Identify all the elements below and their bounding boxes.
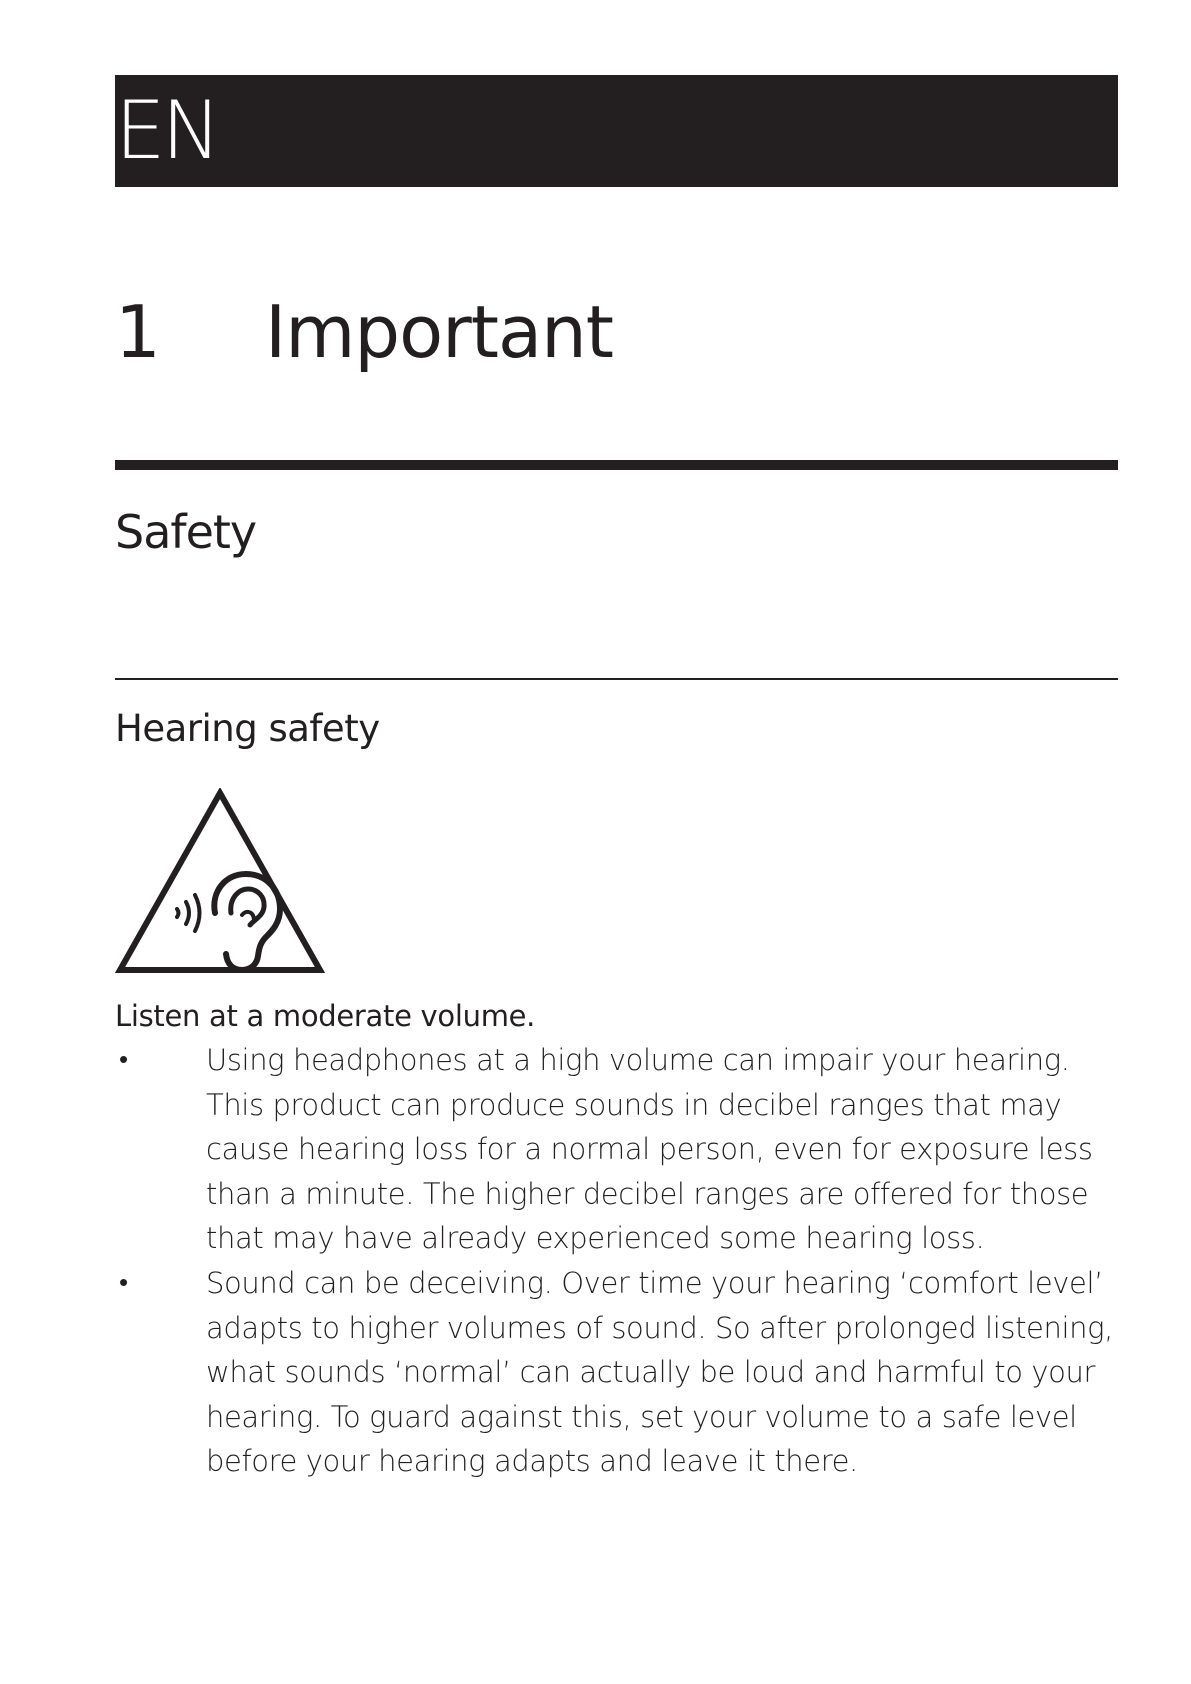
list-item — [115, 1261, 1118, 1484]
bullet-text: Using headphones at a high volume can impair your hearing. This product can produce sounds in decibel ranges that may cause hearing loss for a normal person, even for exposure less than a minute. The higher decibel ranges are offered for those that may have already experienced some hearing loss. — [206, 1043, 1093, 1256]
chapter-number: 1 — [115, 290, 161, 374]
language-code: EN — [115, 84, 218, 177]
subsection-title: Hearing safety — [115, 707, 380, 750]
chapter-divider — [115, 460, 1118, 470]
section-divider — [115, 678, 1118, 680]
bullet-icon: • — [119, 1045, 128, 1075]
language-header-bar — [115, 75, 1118, 187]
hearing-warning-icon — [115, 788, 325, 976]
lead-instruction: Listen at a moderate volume. — [115, 999, 536, 1033]
bullet-icon: • — [119, 1267, 128, 1298]
list-item — [115, 1038, 1118, 1261]
safety-bullet-list — [115, 1038, 1118, 1484]
chapter-heading — [115, 282, 1118, 392]
chapter-title: Important — [265, 290, 613, 374]
bullet-text: Sound can be deceiving. Over time your hearing ‘comfort level’ adapts to higher volumes of sound. So after prolonged listening, what sounds ‘normal’ can actually be loud and harmful to your hearing. To guard against this, set your volume to a safe level before your hearing adapts and leave it there. — [206, 1265, 1113, 1479]
section-title: Safety — [115, 505, 257, 559]
